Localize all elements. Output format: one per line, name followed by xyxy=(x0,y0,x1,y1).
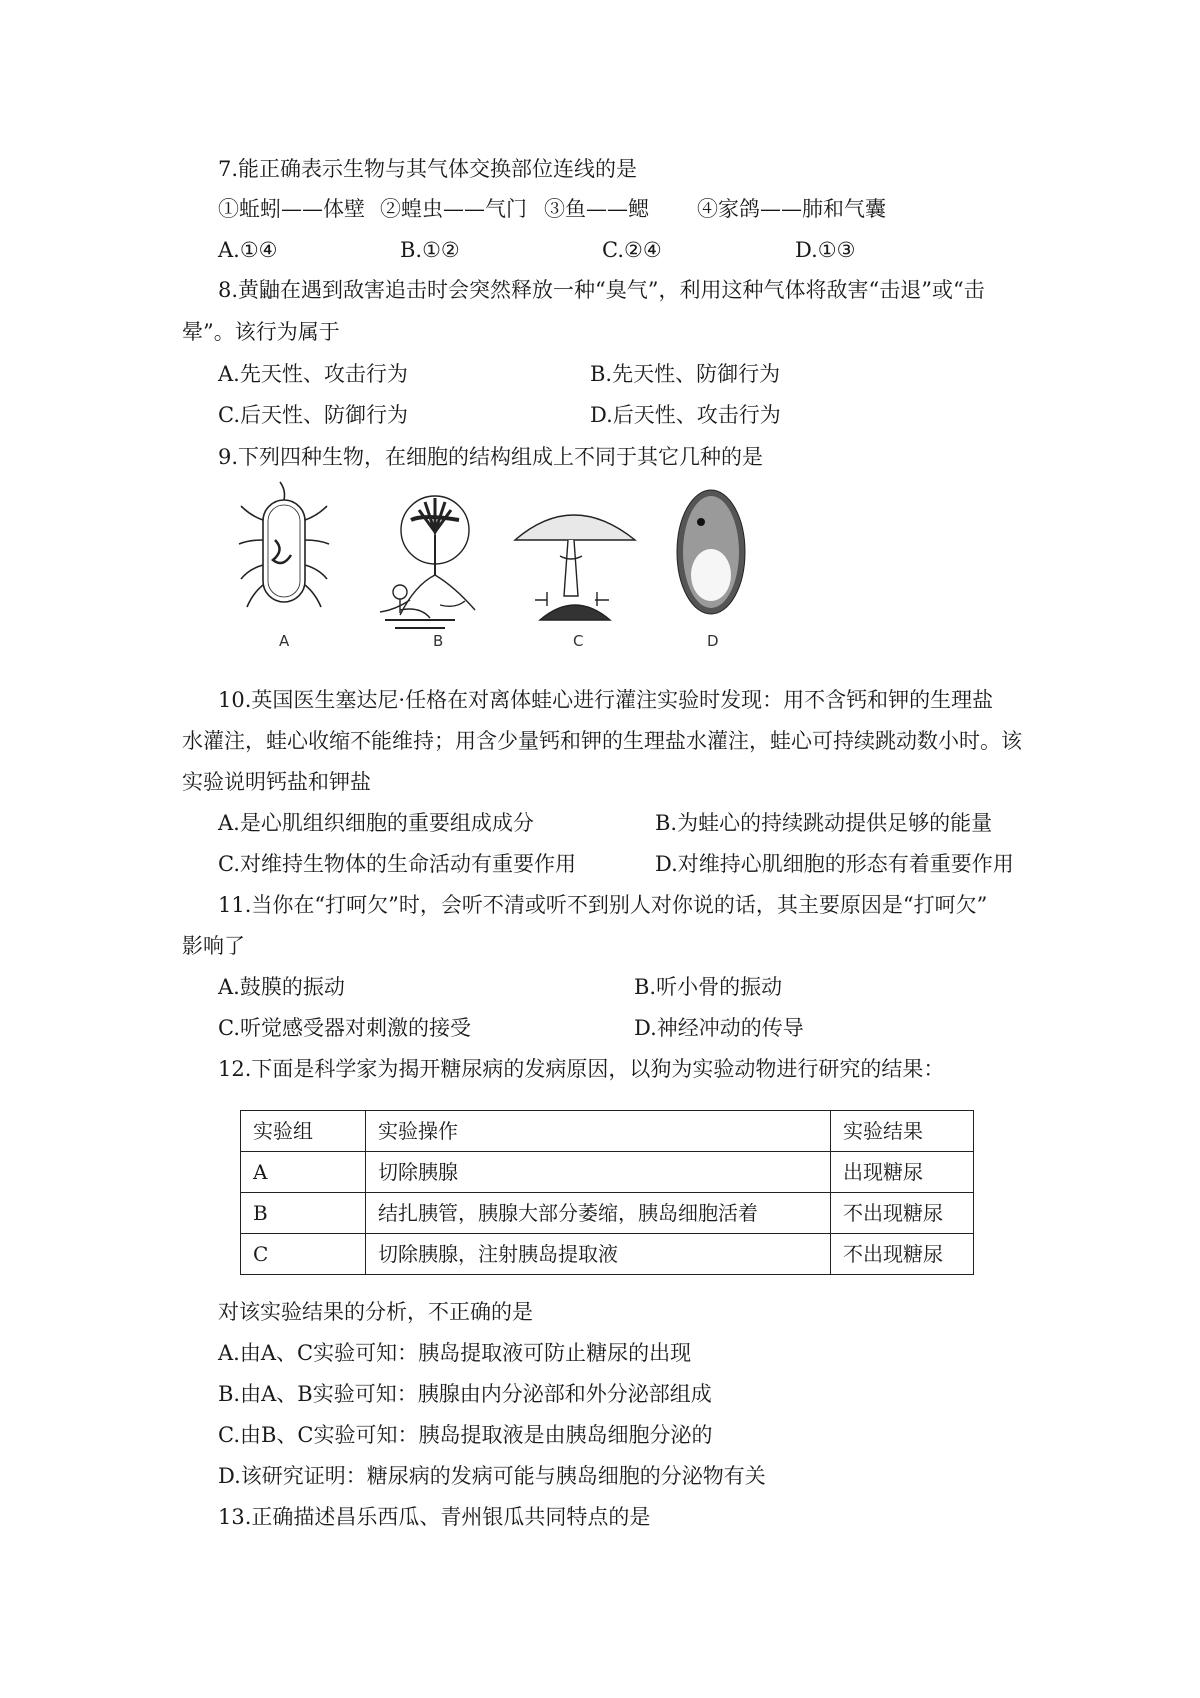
q8-option-b: B.先天性、防御行为 xyxy=(590,362,781,386)
table-cell: A xyxy=(241,1152,366,1193)
table-row xyxy=(241,1152,974,1193)
figure-label-a: A xyxy=(279,632,290,650)
q10-stem-line2: 水灌注，蛙心收缩不能维持；用含少量钙和钾的生理盐水灌注，蛙心可持续跳动数小时。该 xyxy=(182,729,1022,753)
figure-label-c: C xyxy=(573,632,584,650)
q8-option-d: D.后天性、攻击行为 xyxy=(590,403,781,427)
table-cell: 不出现糖尿 xyxy=(831,1193,974,1234)
q11-stem-line1: 11.当你在“打呵欠”时，会听不清或听不到别人对你说的话，其主要原因是“打呵欠” xyxy=(218,893,988,917)
q7-option-a: A.①④ xyxy=(218,238,278,262)
q12-option-d: D.该研究证明：糖尿病的发病可能与胰岛细胞的分泌物有关 xyxy=(218,1464,766,1488)
q10-option-d: D.对维持心肌细胞的形态有着重要作用 xyxy=(655,852,1014,876)
q8-option-a: A.先天性、攻击行为 xyxy=(218,362,408,386)
q7-option-b: B.①② xyxy=(400,238,460,262)
mushroom-icon xyxy=(515,515,635,620)
q12-question: 对该实验结果的分析，不正确的是 xyxy=(218,1300,533,1324)
table-row xyxy=(241,1234,974,1275)
table-cell: B xyxy=(241,1193,366,1234)
q7-item-2: ②蝗虫——气门 xyxy=(380,197,527,221)
q10-stem-line3: 实验说明钙盐和钾盐 xyxy=(182,770,371,794)
bacterium-icon xyxy=(239,482,329,607)
q8-stem-line2: 晕”。该行为属于 xyxy=(182,320,340,344)
q7-item-3: ③鱼——鳃 xyxy=(544,197,649,221)
figure-label-d: D xyxy=(707,632,719,650)
q7-item-1: ①蚯蚓——体壁 xyxy=(218,197,365,221)
q11-option-c: C.听觉感受器对刺激的接受 xyxy=(218,1016,471,1040)
table-cell: 切除胰腺 xyxy=(366,1152,831,1193)
q13-stem: 13.正确描述昌乐西瓜、青州银瓜共同特点的是 xyxy=(218,1505,651,1529)
organism-illustrations xyxy=(235,480,790,650)
table-header-cell: 实验组 xyxy=(241,1111,366,1152)
q7-option-d: D.①③ xyxy=(795,238,856,262)
q9-stem: 9.下列四种生物，在细胞的结构组成上不同于其它几种的是 xyxy=(218,445,764,469)
table-header-row xyxy=(241,1111,974,1152)
q7-item-4: ④家鸽——肺和气囊 xyxy=(697,197,886,221)
table-cell: 不出现糖尿 xyxy=(831,1234,974,1275)
figure-label-b: B xyxy=(433,632,444,650)
q10-stem-line1: 10.英国医生塞达尼·任格在对离体蛙心进行灌注实验时发现：用不含钙和钾的生理盐 xyxy=(218,688,994,712)
q10-option-a: A.是心肌组织细胞的重要组成成分 xyxy=(218,811,534,835)
experiment-table xyxy=(240,1110,974,1275)
q11-stem-line2: 影响了 xyxy=(182,934,245,958)
table-header-cell: 实验操作 xyxy=(366,1111,831,1152)
q8-option-c: C.后天性、防御行为 xyxy=(218,403,408,427)
q9-figure xyxy=(235,480,790,650)
q11-option-b: B.听小骨的振动 xyxy=(634,975,783,999)
q7-stem: 7.能正确表示生物与其气体交换部位连线的是 xyxy=(218,157,638,181)
yeast-cell-icon xyxy=(677,490,745,614)
mold-icon xyxy=(380,496,475,628)
q8-stem-line1: 8.黄鼬在遇到敌害追击时会突然释放一种“臭气”，利用这种气体将敌害“击退”或“击 xyxy=(218,278,985,302)
table-row xyxy=(241,1193,974,1234)
table-header-cell: 实验结果 xyxy=(831,1111,974,1152)
q11-option-a: A.鼓膜的振动 xyxy=(218,975,345,999)
q12-option-b: B.由A、B实验可知：胰腺由内分泌部和外分泌部组成 xyxy=(218,1382,712,1406)
q12-stem: 12.下面是科学家为揭开糖尿病的发病原因，以狗为实验动物进行研究的结果： xyxy=(218,1057,945,1081)
q10-option-c: C.对维持生物体的生命活动有重要作用 xyxy=(218,852,576,876)
q12-option-a: A.由A、C实验可知：胰岛提取液可防止糖尿的出现 xyxy=(218,1341,692,1365)
table-cell: C xyxy=(241,1234,366,1275)
table-cell: 出现糖尿 xyxy=(831,1152,974,1193)
q12-option-c: C.由B、C实验可知：胰岛提取液是由胰岛细胞分泌的 xyxy=(218,1423,713,1447)
table-cell: 切除胰腺，注射胰岛提取液 xyxy=(366,1234,831,1275)
table-cell: 结扎胰管，胰腺大部分萎缩，胰岛细胞活着 xyxy=(366,1193,831,1234)
q7-option-c: C.②④ xyxy=(602,238,662,262)
q10-option-b: B.为蛙心的持续跳动提供足够的能量 xyxy=(655,811,993,835)
q11-option-d: D.神经冲动的传导 xyxy=(634,1016,804,1040)
